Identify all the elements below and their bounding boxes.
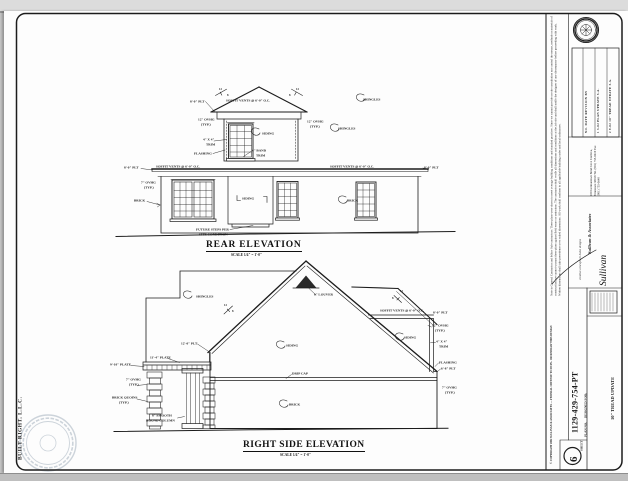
rear-elevation-title: REAR ELEVATION (206, 240, 302, 250)
annotation-label: SHINGLES (338, 127, 356, 131)
annotation-label: (TYP.) (129, 383, 139, 387)
annotation-label: 8'-0" PLT (424, 166, 439, 170)
annotation-label: BRICK (289, 403, 301, 407)
annotation-label: (TYP.) (201, 123, 211, 127)
annotation-label: BRICK (134, 199, 146, 203)
plan-number: 1129-429-754-PT (570, 371, 579, 433)
annotation-label: 11'-4" PLATE (150, 356, 171, 360)
annotation-label: 4" X 4" (436, 340, 448, 344)
annotation-label: SHINGLES (196, 295, 214, 299)
sheet-border (17, 14, 623, 471)
annotation-label: SOFFIT VENTS @ 6'-0" O.C. (156, 165, 201, 169)
designer-signature: Sullivan (598, 254, 609, 286)
sheet-label: SHEET (580, 440, 584, 451)
annotation-label: (TYP.) (119, 401, 129, 405)
annotation-label: SOFFIT VENTS @ 6'-0" O.C. (380, 309, 425, 313)
annotation-label: FUTURE STEPS PER (196, 228, 229, 232)
annotation-label: SCALE 1/4" = 1'-0" (231, 252, 263, 257)
annotation-label: 12" OVHG (432, 324, 449, 328)
annotation-label: TRIM (439, 345, 449, 349)
annotation-label: (TYP.) (310, 125, 320, 129)
designed-for-label: DESIGNED FOR: (584, 392, 588, 418)
annotation-label: 6'-8" PLT (441, 367, 456, 371)
revision-row: 2 9-02 10" TREAD UPDATE S.A. (608, 78, 612, 133)
firm-seal-icon (574, 18, 599, 43)
annotation-label: (TYP.) (445, 391, 455, 395)
watermark-stamp (20, 415, 76, 471)
rear-elevation-drawing (116, 87, 455, 237)
annotation-label: 8'-0" PLT (124, 166, 139, 170)
firm-contact-info: 100 Germantown Bend Cove Cordova, Tennessee 38018 Tel. (901) 755-0619 Fax (901) 755-0648 (590, 145, 601, 196)
annotation-label: 8'-0" PLT (433, 311, 448, 315)
annotation-label: 8" SMOOTH (152, 414, 172, 418)
side-elevation-drawing (114, 261, 448, 432)
builder-stamp-text: BUILT RIGHT, L.L.C. (17, 396, 23, 460)
annotation-label: 6" BAND (252, 149, 267, 153)
annotation-label: 8 (232, 310, 234, 313)
annotation-label: 6" LOUVER (314, 293, 333, 297)
annotation-label: 12 (219, 88, 222, 91)
annotation-label: TRIM (256, 154, 266, 158)
annotation-label: 12'-0" PLT (181, 342, 198, 346)
gable-louver-vent (296, 276, 317, 289)
annotation-label: SIDING (286, 344, 299, 348)
annotation-label: 7" OVHG (141, 181, 156, 185)
annotation-label: SOFFIT VENTS @ 6'-0" O.C. (226, 99, 271, 103)
annotation-label: 12 (224, 304, 227, 307)
annotation-label: SITE CONDITION (199, 233, 228, 237)
annotation-label: BRICK (347, 199, 359, 203)
revision-row: 1 3-02 PLAN UPDATE S.A. (596, 88, 600, 133)
plan-no-label: PLAN NO. (584, 421, 588, 437)
annotation-label: 12" OVHG (198, 118, 215, 122)
annotation-label: DRIP CAP (292, 372, 308, 376)
annotation-label: SOFFIT VENTS @ 6'-0" O.C. (330, 165, 375, 169)
annotation-label: TRIM (206, 143, 216, 147)
annotation-label: SIDING (404, 336, 417, 340)
annotation-label: 12 (400, 290, 403, 293)
revision-row: NO. DATE REVISION BY (584, 90, 588, 133)
annotation-label: FLASHING (194, 152, 212, 156)
annotation-label: BRICK QUOINS (112, 396, 138, 400)
sheet-number: 6 (566, 456, 579, 462)
annotation-label: SHINGLES (363, 98, 381, 102)
annotation-label: (TYP.) (144, 186, 154, 190)
side-elevation-title: RIGHT SIDE ELEVATION (243, 440, 365, 450)
contractor-note: Note to General Contractor and fellow Sub-contractors: These plans were drawn to meet average building conditions and standard practices. Since we cannot provide on-site consultation nor control the means, methods or materials of construction, we cannot warrant these plans against field errors or omissions. The contractor shall verify all dimensions and conditions at the job site and shall notify the designer of any discrepancy before proceeding with work. Written dimensions shall take precedence over scaled dimensions. All work shall conform to all applicable building codes and local ordinances. (550, 16, 562, 296)
annotation-label: 4" X 4" (203, 138, 215, 142)
firm-name: Sullivan & Associates (587, 213, 592, 254)
annotation-label: SCALE 1/4" = 1'-0" (280, 452, 312, 457)
annotation-label: 8 (227, 94, 229, 97)
annotation-label: 7" OVHG (442, 386, 457, 390)
annotation-label: 12" OVHG (307, 120, 324, 124)
annotation-label: ROUND COLUMN (146, 419, 175, 423)
annotation-label: 7" OVHG (126, 378, 141, 382)
annotation-label: 8 (289, 94, 291, 97)
annotation-label: 12 (296, 88, 299, 91)
annotation-label: 9'-10" PLATE (110, 363, 131, 367)
annotation-label: SIDING (262, 132, 275, 136)
copyright-text: © COPYRIGHT 2002 SULLIVAN & ASSOCIATES — FEDERAL OFFENSE TO DUPL. OR REDRAW THIS DESIGN (549, 325, 553, 464)
annotation-label: 8'-0" PLT (190, 100, 205, 104)
tread-update-note: 10" TREAD UPDATE (610, 376, 615, 420)
firm-tagline: creative concepts in home designs (579, 239, 582, 280)
annotation-label: (TYP.) (435, 329, 445, 333)
annotation-label: 8 (392, 297, 394, 300)
annotation-label: FLASHING (439, 361, 457, 365)
annotation-label: SIDING (242, 197, 255, 201)
